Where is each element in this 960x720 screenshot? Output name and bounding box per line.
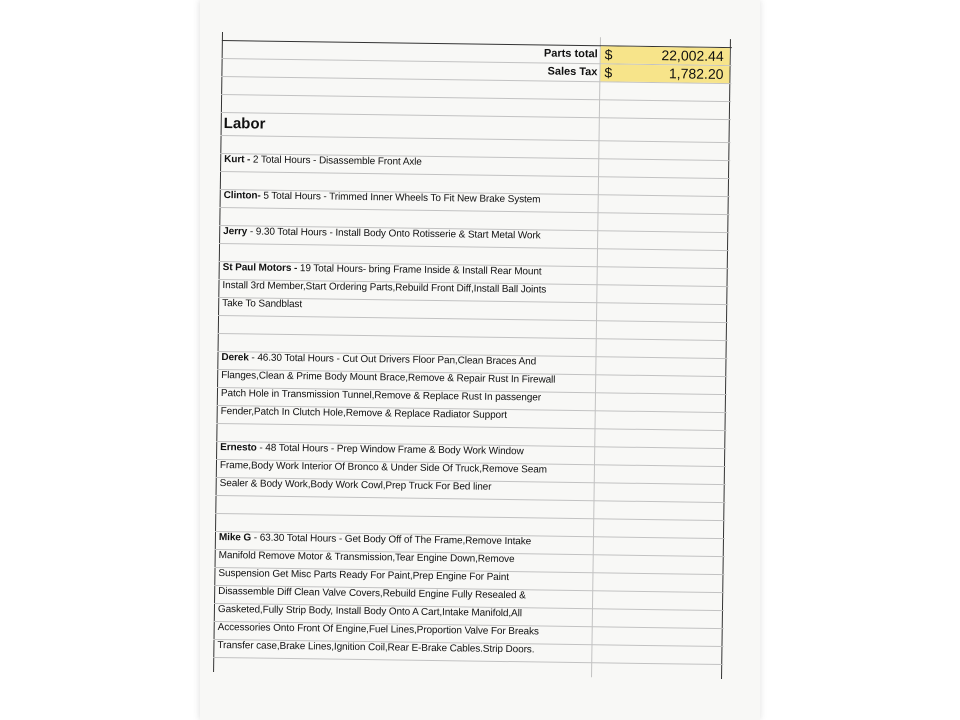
labor-description-line: Patch Hole in Transmission Tunnel,Remove & Replace Rust In passenger — [220, 388, 542, 404]
labor-description-line: Transfer case,Brake Lines,Ignition Coil,Rear E-Brake Cables.Strip Doors. — [217, 639, 535, 656]
parts-total-cell — [601, 46, 730, 65]
sales-tax-amount: 1,782.20 — [668, 65, 724, 83]
currency-symbol: $ — [604, 46, 613, 63]
worker-name: St Paul Motors - — [222, 262, 298, 275]
sales-tax-cell — [600, 64, 729, 83]
grid-row-line — [220, 207, 730, 215]
labor-description-line: Install 3rd Member,Start Ordering Parts,Rebuild Front Diff,Install Ball Joints — [222, 280, 547, 296]
grid-row-line — [221, 94, 731, 102]
worker-name: Clinton- — [223, 190, 261, 202]
labor-description-line: Suspension Get Misc Parts Ready For Paint,Prep Engine For Paint — [218, 568, 510, 584]
sales-tax-label: Sales Tax — [547, 65, 598, 79]
labor-entry-line — [224, 154, 422, 168]
labor-description-line: Take To Sandblast — [222, 298, 303, 311]
grid-row-line — [215, 513, 725, 521]
grid-row-line — [221, 135, 731, 143]
labor-description-line: Gasketed,Fully Strip Body, Install Body Onto A Cart,Intake Manifold,All — [217, 604, 522, 620]
worker-name: Mike G — [218, 532, 252, 544]
labor-description: - 63.30 Total Hours - Get Body Off of The Frame,Remove Intake — [251, 532, 532, 548]
labor-description: 5 Total Hours - Trimmed Inner Wheels To Fit New Brake System — [260, 190, 541, 206]
labor-description: - 9.30 Total Hours - Install Body Onto Rotisserie & Start Metal Work — [247, 226, 541, 242]
paper-sheet — [200, 0, 760, 720]
worker-name: Jerry — [223, 226, 248, 238]
labor-description-line: Disassemble Diff Clean Valve Covers,Rebuild Engine Fully Resealed & — [218, 586, 526, 602]
labor-description-line: Manifold Remove Motor & Transmission,Tear Engine Down,Remove — [218, 550, 515, 566]
labor-description: - 46.30 Total Hours - Cut Out Drivers Floor Pan,Clean Braces And — [248, 352, 537, 368]
worker-name: Ernesto — [220, 442, 257, 454]
grid-row-line — [218, 333, 728, 341]
labor-description-line: Fender,Patch In Clutch Hole,Remove & Replace Radiator Support — [220, 406, 508, 422]
parts-total-amount: 22,002.44 — [661, 47, 724, 65]
worker-name: Kurt - — [224, 154, 251, 166]
grid-row-line — [213, 657, 723, 665]
grid-row-line — [217, 423, 727, 431]
worker-name: Derek — [221, 352, 249, 364]
grid-row-line — [218, 315, 728, 323]
labor-description-line: Sealer & Body Work,Body Work Cowl,Prep Truck For Bed liner — [219, 478, 492, 493]
labor-description: 2 Total Hours - Disassemble Front Axle — [250, 154, 422, 168]
parts-total-label: Parts total — [543, 47, 598, 61]
spreadsheet-printout — [213, 32, 742, 719]
grid-row-line — [219, 243, 729, 251]
grid-row-line — [221, 112, 731, 120]
labor-description: - 48 Total Hours - Prep Window Frame & Body Work Window — [256, 442, 524, 458]
labor-description-line: Accessories Onto Front Of Engine,Fuel Lines,Proportion Valve For Breaks — [217, 621, 539, 638]
labor-description-line: Flanges,Clean & Prime Body Mount Brace,Remove & Repair Rust In Firewall — [221, 370, 556, 386]
labor-heading: Labor — [223, 115, 266, 133]
labor-description-line: Frame,Body Work Interior Of Bronco & Under Side Of Truck,Remove Seam — [219, 460, 548, 476]
currency-symbol: $ — [604, 64, 613, 81]
labor-description: 19 Total Hours- bring Frame Inside & Install Rear Mount — [297, 263, 542, 278]
grid-row-line — [216, 495, 726, 503]
grid-row-line — [220, 171, 730, 179]
